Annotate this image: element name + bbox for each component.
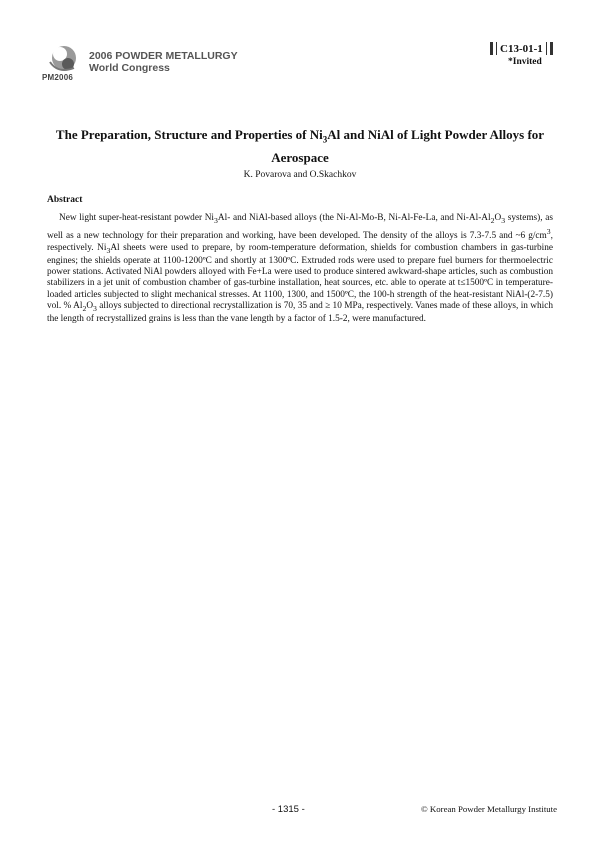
copyright: © Korean Powder Metallurgy Institute bbox=[421, 804, 558, 814]
code-bar-left bbox=[490, 42, 493, 55]
paper-code-box bbox=[490, 42, 553, 55]
paper-code: C13-01-1 bbox=[500, 42, 543, 55]
conference-name-line1: 2006 POWDER METALLURGY bbox=[89, 50, 238, 62]
authors: K. Povarova and O.Skachkov bbox=[243, 170, 357, 180]
code-bar-right-thin bbox=[546, 42, 547, 55]
code-bar-left-thin bbox=[496, 42, 497, 55]
paper-title: The Preparation, Structure and Properties of $Ni_3Al$ and NiAl of Light Powder Alloys for Aerospace bbox=[55, 127, 545, 165]
conference-name-line2: World Congress bbox=[89, 62, 170, 74]
logo-label: PM2006 bbox=[42, 73, 73, 82]
invited-label: *Invited bbox=[508, 57, 542, 67]
code-bar-right bbox=[550, 42, 553, 55]
conference-name bbox=[89, 50, 238, 74]
abstract-heading: Abstract bbox=[47, 195, 83, 205]
page-number: - 1315 - bbox=[272, 804, 305, 815]
abstract-body: New light super-heat-resistant powder $Ni_3Al-$ and NiAl-based alloys (the Ni-Al-Mo-B, Ni-Al-Fe-La, and $Ni-Al-Al_2O_3$ systems), as well as a new technology for their preparation and working, have been developed. The density of the alloys is 7.3-7.5 and ~6 $g/cm^3$, respectively. $Ni_3Al$ sheets were used to prepare, by room-temperature deformation, shields for combustion chambers in gas-turbine engines; the shields operate at 1100-1200ºC and shortly at 1300ºC. Extruded rods were used to prepare fuel burners for thermoelectric power stations. Activated NiAl powders alloyed with Fe+La were used to produce sintered awkward-shape articles, such as combustion stabilizers in a jet unit of combustion chamber of gas-turbine installation, heat sources, etc. able to operate at t≤1500ºC in temperature-loaded articles subjected to slight mechanical stresses. At 1100, 1300, and 1500ºC, the 100-h strength of the heat-resistant NiAl-(2-7.5) vol. % $Al_2O_3$ alloys subjected to directional recrystallization is 70, 35 and ≥ 10 MPa, respectively. Vanes made of these alloys, in which the length of recrystallized grains is less than the vane length by a factor of 1.5-2, were manufactured. bbox=[47, 213, 553, 325]
